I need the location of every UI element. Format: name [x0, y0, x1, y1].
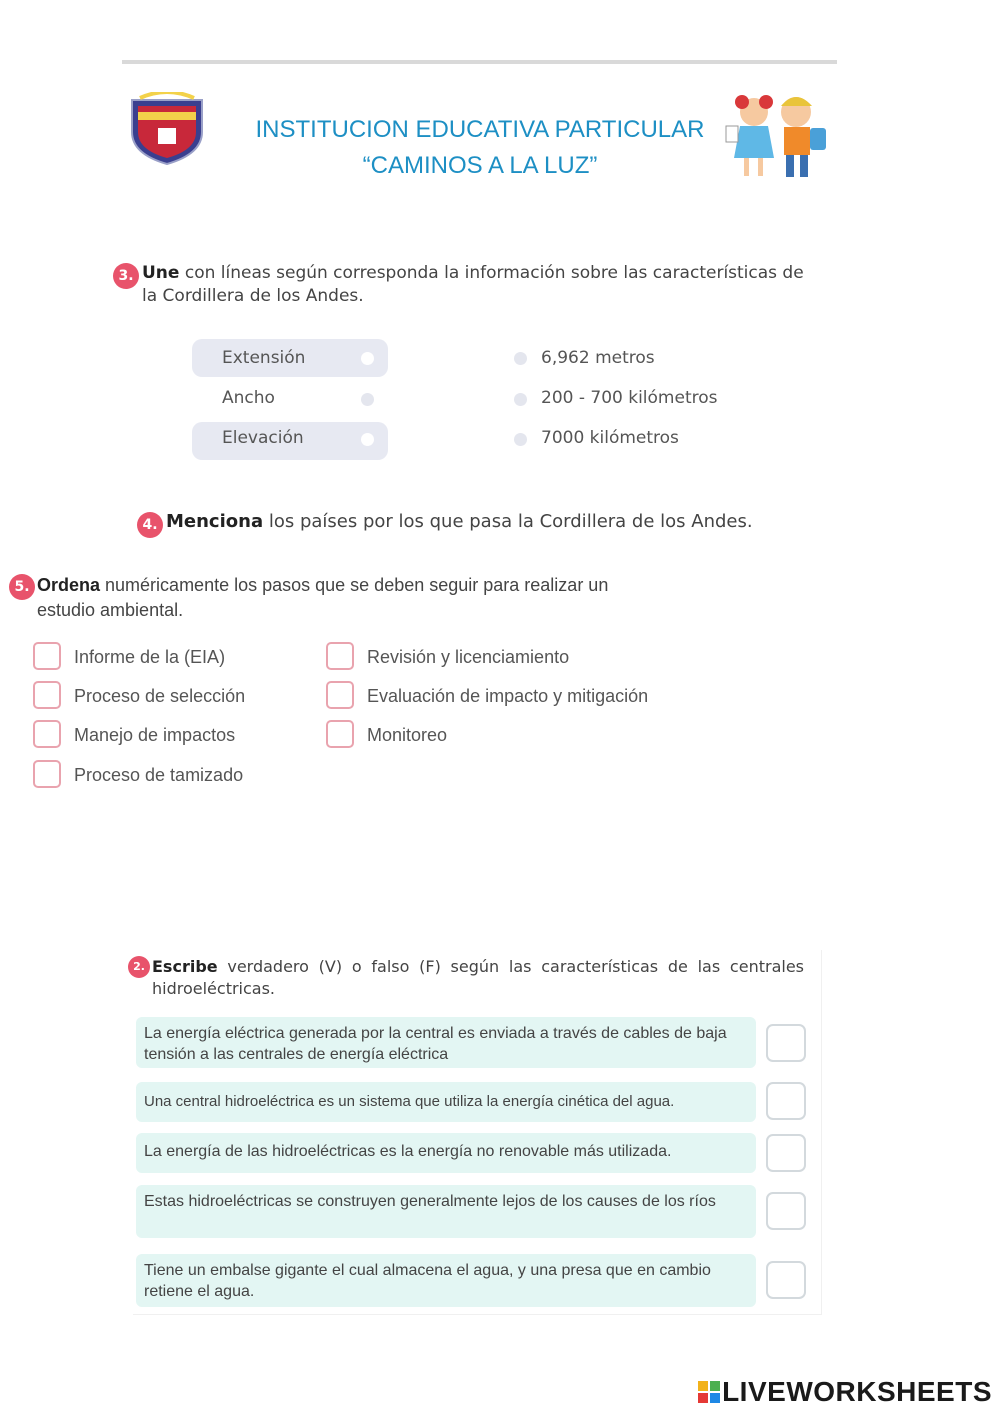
match-right-dot-2[interactable]: [514, 393, 527, 406]
question-5-verb: Ordena: [37, 575, 101, 595]
question-6-text: [152, 956, 804, 1000]
school-name: [200, 112, 760, 184]
answer-box-2[interactable]: [766, 1082, 806, 1120]
order-box-4[interactable]: [33, 760, 61, 788]
liveworksheets-brand[interactable]: LIVEWORKSHEETS: [722, 1376, 992, 1407]
kids-illustration: [724, 92, 832, 184]
liveworksheets-logo-icon: [698, 1381, 720, 1403]
statement-5: Tiene un embalse gigante el cual almacena el agua, y una presa que en cambio retiene el agua.: [136, 1254, 756, 1307]
order-box-1[interactable]: [33, 642, 61, 670]
match-right-3: 7000 kilómetros: [541, 428, 679, 448]
match-left-dot-3[interactable]: [361, 433, 374, 446]
school-crest-logo: [128, 92, 206, 166]
order-step-6: Evaluación de impacto y mitigación: [367, 686, 649, 706]
question-6-verb: Escribe: [152, 957, 218, 976]
question-4-verb: Menciona: [166, 511, 264, 532]
match-left-3: Elevación: [222, 428, 304, 448]
order-step-2: Proceso de selección: [74, 686, 246, 706]
question-6-number: 2.: [128, 956, 150, 978]
match-right-1: 6,962 metros: [541, 348, 655, 368]
question-3-text: [142, 262, 822, 308]
question-3-body: con líneas según corresponda la información sobre las características de la Cordillera de los Andes.: [142, 263, 804, 306]
order-step-5: Revisión y licenciamiento: [367, 647, 570, 667]
order-box-7[interactable]: [326, 720, 354, 748]
statement-3: La energía de las hidroeléctricas es la energía no renovable más utilizada.: [136, 1133, 756, 1173]
answer-box-1[interactable]: [766, 1024, 806, 1062]
match-right-2: 200 - 700 kilómetros: [541, 388, 718, 408]
statement-2: Una central hidroeléctrica es un sistema que utiliza la energía cinética del agua.: [136, 1082, 756, 1122]
order-box-3[interactable]: [33, 720, 61, 748]
order-box-6[interactable]: [326, 681, 354, 709]
question-5-body: numéricamente los pasos que se deben seguir para realizar un estudio ambiental.: [37, 575, 609, 620]
school-name-line2: “CAMINOS A LA LUZ”: [362, 152, 598, 179]
match-left-dot-1[interactable]: [361, 352, 374, 365]
question-4-text: [166, 510, 786, 533]
school-name-line1: INSTITUCION EDUCATIVA PARTICULAR: [255, 116, 705, 143]
order-step-4: Proceso de tamizado: [74, 765, 244, 785]
order-box-2[interactable]: [33, 681, 61, 709]
match-right-dot-3[interactable]: [514, 433, 527, 446]
answer-box-4[interactable]: [766, 1192, 806, 1230]
match-left-dot-2[interactable]: [361, 393, 374, 406]
answer-box-5[interactable]: [766, 1261, 806, 1299]
question-3-number: 3.: [113, 263, 139, 289]
match-left-2: Ancho: [222, 388, 275, 408]
question-6-body: verdadero (V) o falso (F) según las características de las centrales hidroeléctricas.: [152, 957, 804, 998]
statement-4: Estas hidroeléctricas se construyen generalmente lejos de los causes de los ríos: [136, 1185, 756, 1238]
question-5-number: 5.: [9, 574, 35, 600]
statement-1: La energía eléctrica generada por la central es enviada a través de cables de baja tensión a las centrales de energía eléctrica: [136, 1017, 756, 1068]
top-divider: [122, 60, 837, 64]
order-box-5[interactable]: [326, 642, 354, 670]
order-step-3: Manejo de impactos: [74, 725, 236, 745]
match-right-dot-1[interactable]: [514, 352, 527, 365]
answer-box-3[interactable]: [766, 1134, 806, 1172]
order-step-7: Monitoreo: [367, 725, 448, 745]
question-4-number: 4.: [137, 512, 163, 538]
order-step-1: Informe de la (EIA): [74, 647, 226, 667]
question-5-text: [37, 573, 657, 623]
question-4-body: los países por los que pasa la Cordillera de los Andes.: [263, 511, 753, 532]
match-left-1: Extensión: [222, 348, 306, 368]
question-3-verb: Une: [142, 263, 180, 283]
